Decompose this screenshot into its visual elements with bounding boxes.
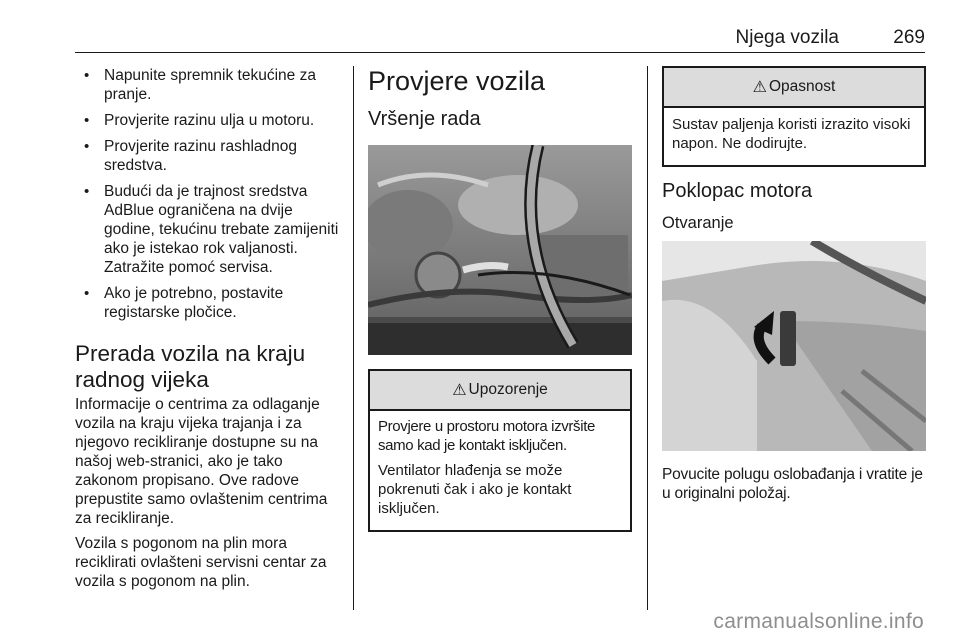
danger-title: Opasnost (768, 78, 836, 95)
column-divider-1 (353, 66, 354, 610)
recycling-heading: Prerada vozila na kraju radnog vijeka (75, 341, 306, 392)
danger-text: Sustav paljenja koristi izrazito visoki napon. Ne dodirujte. (672, 116, 911, 152)
watermark: carmanualsonline.info (713, 610, 924, 633)
opening-heading: Otvaranje (662, 214, 734, 232)
header-rule (75, 52, 925, 53)
page-header (75, 27, 925, 51)
warning-header (370, 371, 630, 411)
warning-icon: ⚠ (752, 79, 767, 96)
column-left (75, 66, 341, 597)
bullet-icon: • (84, 285, 90, 302)
list-item: • Ako je potrebno, postavite registarske pločice. (84, 285, 284, 321)
warning-box (368, 369, 632, 532)
column-divider-2 (647, 66, 648, 610)
hood-release-photo (662, 241, 926, 451)
engine-bay-photo (368, 145, 632, 355)
warning-title: Upozorenje (468, 381, 548, 398)
section-title: Njega vozila (735, 27, 839, 48)
opening-text: Povucite polugu oslobađanja i vratite je u originalni položaj. (662, 466, 923, 502)
list-item: • Provjerite razinu rashladnog sredstva. (84, 138, 297, 174)
column-middle (368, 66, 632, 532)
warning-text-2: Ventilator hlađenja se može pokrenuti čak i ako je kontakt isključen. (378, 462, 572, 517)
recycling-paragraph-2: Vozila s pogonom na plin mora reciklirati ovlašteni servisni centar za vozila s pogonom na plin. (75, 535, 327, 590)
bullet-icon: • (84, 138, 90, 155)
column-right (662, 66, 926, 509)
sub-heading: Vršenje rada (368, 108, 481, 130)
danger-box (662, 66, 926, 167)
list-item: • Provjerite razinu ulja u motoru. (84, 112, 315, 129)
page-number: 269 (893, 27, 925, 48)
checklist (75, 66, 341, 322)
bullet-icon: • (84, 112, 90, 129)
recycling-paragraph-1: Informacije o centrima za odlaganje vozila na kraju vijeka trajanja i za njegovo recikliranje dostupne su na našoj web-stranici, ako je tako zakonom propisano. Ove radove prepustite samo ovlaštenim centrima za recikliranje. (75, 396, 328, 527)
list-item: • Napunite spremnik tekućine za pranje. (84, 67, 316, 103)
danger-header (664, 68, 924, 108)
bullet-icon: • (84, 183, 90, 200)
bullet-icon: • (84, 67, 90, 84)
warning-text-1: Provjere u prostoru motora izvršite samo kad je kontakt isključen. (378, 418, 595, 454)
warning-icon: ⚠ (452, 382, 467, 399)
chapter-title: Provjere vozila (368, 66, 546, 96)
list-item: • Budući da je trajnost sredstva AdBlue ograničena na dvije godine, tekućinu trebate zamijeniti ako je istekao rok valjanosti. Zatražite pomoć servisa. (84, 183, 339, 276)
hood-heading: Poklopac motora (662, 180, 813, 202)
